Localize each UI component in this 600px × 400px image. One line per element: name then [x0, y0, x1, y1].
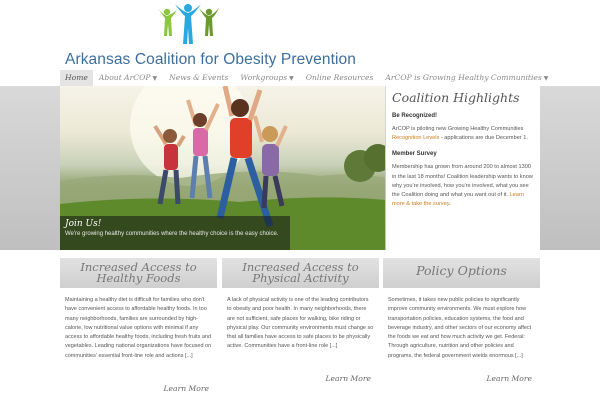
- site-title[interactable]: Arkansas Coalition for Obesity Prevention: [65, 51, 356, 68]
- highlight-text-part: Membership has grown from around 200 to almost 1300 in the last 18 months! Coalition leadership wants to know why you're involved, how you're involved, what you see the Coalition doing and what you want out of it.: [392, 164, 533, 199]
- nav-label: Workgroups: [240, 73, 288, 82]
- column-healthy-foods: [60, 258, 217, 400]
- column-title[interactable]: Increased Access to Physical Activity: [242, 260, 359, 285]
- highlight-text-part: .: [449, 201, 451, 208]
- main-nav: [60, 70, 549, 86]
- highlight-text-recognized: [392, 125, 534, 143]
- hero-photo[interactable]: [60, 86, 385, 250]
- column-header: [383, 258, 540, 288]
- highlight-text-part: ArCOP is piloting new Growing Healthy Communities: [392, 126, 524, 132]
- learn-more-link[interactable]: Learn More: [325, 374, 371, 383]
- hero-caption: [60, 216, 290, 250]
- nav-label: Home: [65, 73, 88, 82]
- site-header: [0, 0, 600, 70]
- column-title[interactable]: Policy Options: [416, 263, 507, 278]
- nav-item-online-resources[interactable]: [300, 70, 380, 86]
- nav-item-growing-healthy[interactable]: [379, 70, 554, 86]
- learn-more-link[interactable]: Learn More: [163, 384, 209, 393]
- chevron-down-icon: ▼: [152, 75, 158, 82]
- highlight-heading-recognized: Be Recognized!: [392, 113, 438, 119]
- nav-label: ArCOP is Growing Healthy Communities: [385, 73, 542, 82]
- coalition-highlights-panel: [386, 86, 540, 250]
- column-body: Sometimes, it takes new public policies to significantly improve community environments. We must explore how transportation policies, education systems, the food and beverage industry, and other sectors of our economy affect the foods we eat and how much activity we get. Federal: Through agriculture, nutrition and other policies and programs, the federal government wields enormous [...]: [388, 297, 532, 359]
- logo-icon[interactable]: [155, 2, 221, 48]
- survey-link[interactable]: Learn more & take the survey: [392, 192, 524, 208]
- recognition-levels-link[interactable]: Recognition Levels: [392, 135, 440, 142]
- hero-title: Join Us!: [65, 219, 102, 229]
- column-header: [60, 258, 217, 288]
- highlights-title: Coalition Highlights: [392, 90, 520, 105]
- nav-label: Online Resources: [305, 73, 374, 82]
- column-body: A lack of physical activity is one of the leading contributors to obesity and poor health. In many neighborhoods, there are not sufficient, safe places for walking, bike riding or physical play. Our community environments must change so that all families have access to safe places to be physically active. Communities have a front-line role [...]: [227, 297, 374, 350]
- learn-more-link[interactable]: Learn More: [486, 374, 532, 383]
- column-title[interactable]: Increased Access to Healthy Foods: [80, 260, 197, 285]
- highlight-text-survey: [392, 163, 534, 209]
- nav-item-news-events[interactable]: [163, 70, 234, 86]
- nav-label: About ArCOP: [98, 73, 151, 82]
- column-header: [222, 258, 379, 288]
- highlight-text-part: - applications are due December 1.: [439, 135, 528, 142]
- chevron-down-icon: ▼: [289, 75, 294, 82]
- hero-text: We're growing healthy communities where the healthy choice is the easy choice.: [65, 231, 279, 237]
- chevron-down-icon: ▼: [543, 75, 549, 82]
- nav-item-workgroups[interactable]: [234, 70, 299, 86]
- column-policy-options: [383, 258, 540, 400]
- nav-label: News & Events: [169, 73, 229, 82]
- nav-item-home[interactable]: [60, 70, 93, 86]
- column-body: Maintaining a healthy diet is difficult for families who don't have convenient access to affordable healthy foods. In too many neighborhoods, families are surrounded by high-calorie, low nutritional value options with minimal if any access to affordable healthy foods, including fresh fruits and vegetables. Leading national organizations have focused on communities' essential front-line role and actions [...]: [65, 297, 212, 359]
- column-physical-activity: [222, 258, 379, 400]
- highlight-heading-survey: Member Survey: [392, 151, 437, 158]
- nav-item-about[interactable]: [93, 70, 163, 86]
